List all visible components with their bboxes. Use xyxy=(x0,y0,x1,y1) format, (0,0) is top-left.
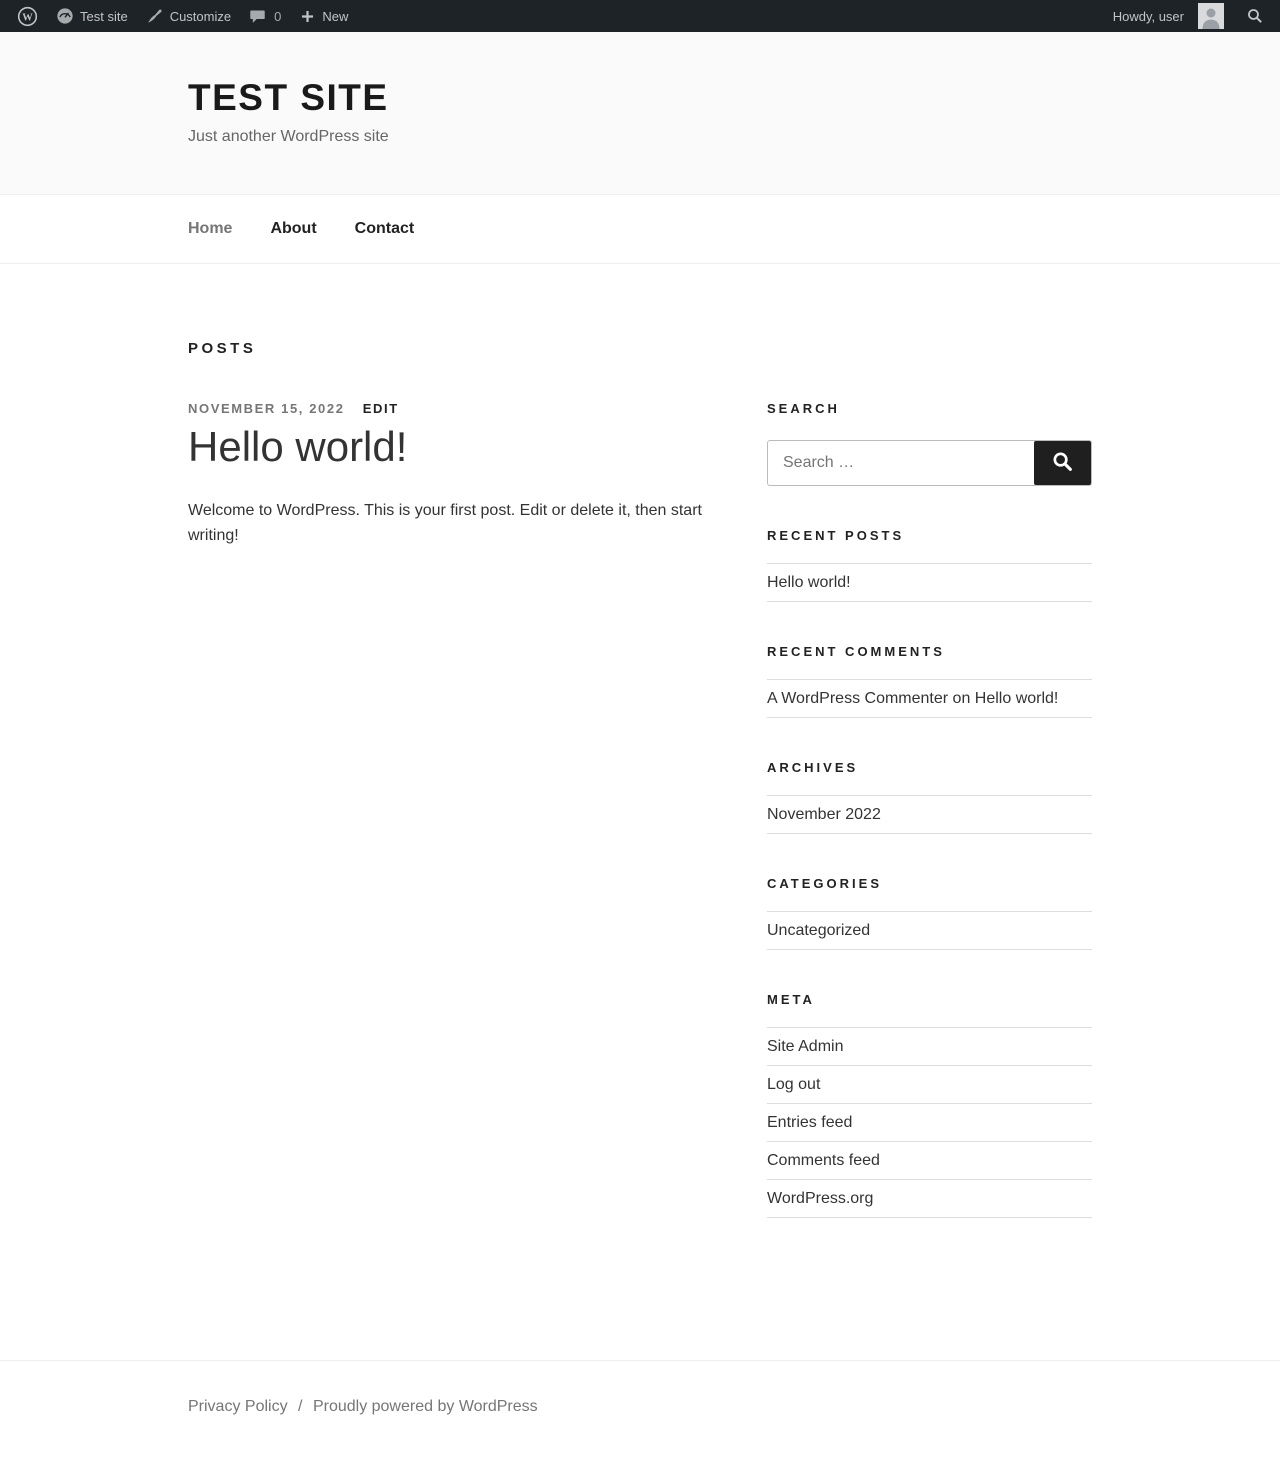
post-article xyxy=(188,401,713,549)
search-widget xyxy=(767,401,1092,486)
list-item xyxy=(767,564,1092,602)
recent-comments-widget xyxy=(767,644,1092,718)
admin-bar-customize[interactable] xyxy=(137,0,240,32)
search-widget-title: SEARCH xyxy=(767,401,840,416)
search-submit-button[interactable] xyxy=(1034,441,1091,485)
posts-column xyxy=(188,401,713,1260)
admin-bar-customize-label: Customize xyxy=(169,8,232,24)
meta-site-admin-link[interactable]: Site Admin xyxy=(767,1038,844,1055)
nav-item-about[interactable]: About xyxy=(270,220,317,237)
avatar xyxy=(1198,3,1224,29)
search-form xyxy=(767,440,1092,486)
comments-bubble-icon xyxy=(249,8,266,25)
wp-admin-bar xyxy=(0,0,1280,32)
site-tagline: Just another WordPress site xyxy=(188,128,389,145)
wordpress-credit-link[interactable]: WordPress xyxy=(458,1398,538,1415)
comment-connector: on xyxy=(948,690,975,707)
meta-widget xyxy=(767,992,1092,1218)
site-title-link[interactable]: TEST SITE xyxy=(188,77,389,118)
recent-comments-title: RECENT COMMENTS xyxy=(767,644,945,659)
admin-bar-search-icon[interactable] xyxy=(1234,7,1270,25)
archives-title: ARCHIVES xyxy=(767,760,859,775)
meta-title: META xyxy=(767,992,815,1007)
archives-widget xyxy=(767,760,1092,834)
list-item xyxy=(767,1066,1092,1104)
dashboard-gauge-icon xyxy=(56,7,74,25)
meta-entries-feed-link[interactable]: Entries feed xyxy=(767,1114,853,1131)
list-item xyxy=(767,912,1092,950)
list-item xyxy=(767,1028,1092,1066)
recent-post-link[interactable]: Hello world! xyxy=(767,574,851,591)
comment-post-link[interactable]: Hello world! xyxy=(974,690,1059,707)
category-link[interactable]: Uncategorized xyxy=(767,922,871,939)
admin-bar-howdy-label: Howdy, user xyxy=(1112,8,1184,24)
admin-bar-site-name-label: Test site xyxy=(80,8,128,24)
wordpress-logo-icon xyxy=(17,6,38,27)
list-item xyxy=(767,1142,1092,1180)
meta-wordpress-org-link[interactable]: WordPress.org xyxy=(767,1190,874,1207)
admin-bar-comment-count: 0 xyxy=(274,8,282,24)
admin-bar-right xyxy=(1104,0,1270,32)
post-edit-link[interactable]: EDIT xyxy=(362,401,399,416)
nav-item-home[interactable]: Home xyxy=(188,220,233,237)
list-item xyxy=(767,1180,1092,1218)
admin-bar-new-label: New xyxy=(322,8,349,24)
site-footer xyxy=(0,1360,1280,1460)
post-meta xyxy=(188,401,713,416)
list-item xyxy=(767,796,1092,834)
customize-brush-icon xyxy=(146,7,164,25)
comment-author-link[interactable]: A WordPress Commenter xyxy=(767,690,949,707)
list-item xyxy=(767,680,1092,718)
admin-bar-site-name[interactable] xyxy=(47,0,137,32)
meta-comments-feed-link[interactable]: Comments feed xyxy=(767,1152,880,1169)
plus-icon xyxy=(299,8,316,25)
search-icon xyxy=(1051,450,1074,476)
categories-widget xyxy=(767,876,1092,950)
nav-item-contact[interactable]: Contact xyxy=(354,220,415,237)
site-content xyxy=(188,264,1092,1360)
site-header xyxy=(0,32,1280,194)
privacy-policy-link[interactable]: Privacy Policy xyxy=(188,1398,288,1415)
post-title-link[interactable]: Hello world! xyxy=(188,423,408,470)
wp-logo-menu[interactable] xyxy=(8,0,47,32)
svg-text:W: W xyxy=(22,11,33,23)
page-title: POSTS xyxy=(188,340,257,357)
admin-bar-new[interactable] xyxy=(290,0,357,32)
powered-by-text: Proudly powered by xyxy=(312,1398,455,1415)
recent-posts-title: RECENT POSTS xyxy=(767,528,905,543)
admin-bar-my-account[interactable] xyxy=(1104,0,1234,32)
sidebar xyxy=(767,401,1092,1260)
recent-posts-widget xyxy=(767,528,1092,602)
post-date-link[interactable]: NOVEMBER 15, 2022 xyxy=(188,401,345,416)
footer-separator: / xyxy=(298,1398,303,1415)
list-item xyxy=(767,1104,1092,1142)
categories-title: CATEGORIES xyxy=(767,876,882,891)
archive-link[interactable]: November 2022 xyxy=(767,806,881,823)
admin-bar-comments[interactable] xyxy=(240,0,290,32)
post-body: Welcome to WordPress. This is your first post. Edit or delete it, then start writing! xyxy=(188,502,702,544)
admin-bar-left xyxy=(8,0,357,32)
meta-log-out-link[interactable]: Log out xyxy=(767,1076,821,1093)
main-navigation xyxy=(0,194,1280,264)
